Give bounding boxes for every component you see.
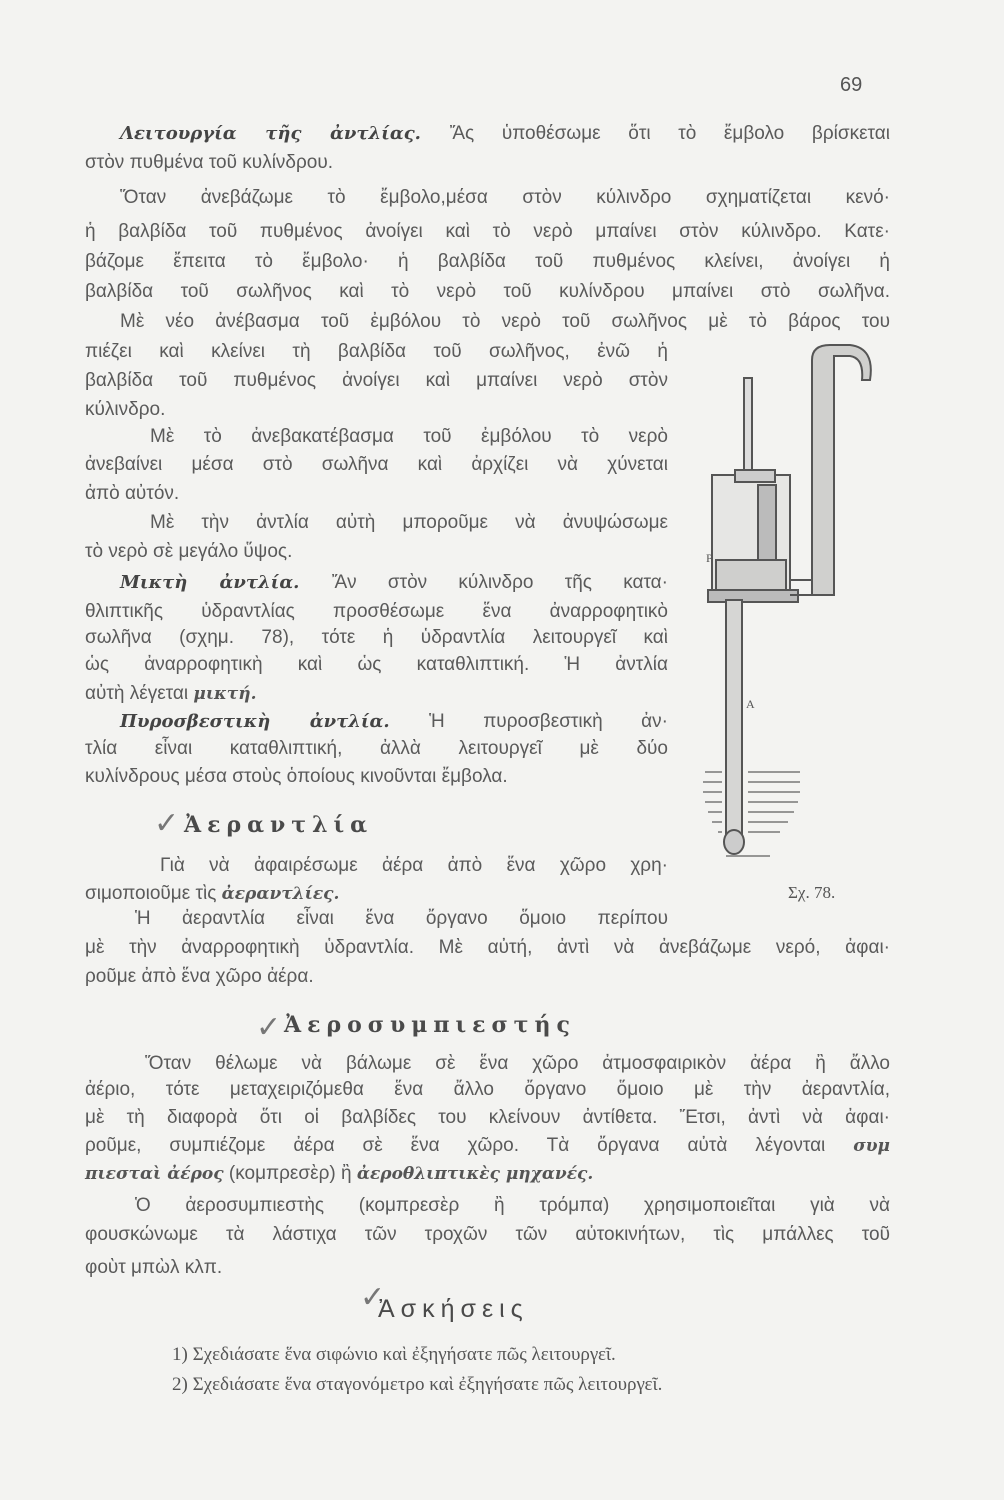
emphasized-term: συμ bbox=[853, 1136, 890, 1156]
water-reservoir bbox=[703, 772, 800, 856]
check-mark-icon: ✓ bbox=[360, 1280, 386, 1315]
text-run: Ἄς ὑποθέσωμε ὅτι τὸ ἔμβολο βρίσκεται bbox=[449, 123, 890, 144]
exercise-2: 2) Σχεδιάσατε ἕνα σταγονόμετρο καὶ ἐξηγήσατε πῶς λειτουργεῖ. bbox=[172, 1374, 663, 1395]
text-run: τὸ νερὸ σὲ μεγάλο ὕψος. bbox=[85, 541, 293, 562]
text-run: Μὲ τὴν ἀντλία αὐτὴ μποροῦμε νὰ ἀνυψώσωμε bbox=[150, 512, 668, 533]
text-run: ὡς ἀναρροφητικὴ καὶ ὡς καταθλιπτική. Ἡ ἀντλία bbox=[85, 654, 668, 675]
text-run: (κομπρεσὲρ) ἢ bbox=[223, 1163, 357, 1184]
suction-pipe bbox=[726, 600, 742, 840]
text-run: κυλίνδρους μέσα στοὺς ὁποίους κινοῦνται ἔμβολα. bbox=[85, 766, 508, 787]
text-run: μὲ τὴ διαφορὰ ὅτι οἱ βαλβίδες του κλείνουν ἀντίθετα. Ἔτσι, ἀντὶ νὰ ἀφαι· bbox=[85, 1107, 890, 1128]
text-run: αὐτὴ λέγεται bbox=[85, 683, 194, 704]
text-run: Ὅταν ἀνεβάζωμε τὸ ἔμβολο,μέσα στὸν κύλινδρο σχηματίζεται κενό· bbox=[120, 187, 890, 208]
check-mark-icon: ✓ bbox=[154, 806, 180, 841]
text-run: σωλῆνα (σχημ. 78), τότε ἡ ὑδραντλία λειτουργεῖ καὶ bbox=[85, 627, 668, 648]
label-a: A bbox=[746, 697, 755, 711]
discharge-pipe bbox=[812, 345, 871, 595]
run-in-heading: Λειτουργία τῆς ἀντλίας. bbox=[120, 123, 450, 144]
text-run: Ἡ ἀεραντλία εἶναι ἕνα ὄργανο ὅμοιο περίπου bbox=[135, 908, 668, 929]
page-number: 69 bbox=[840, 74, 863, 96]
heading-aerantlia: Ἀεραντλία bbox=[184, 812, 374, 838]
text-run: ἡ βαλβίδα τοῦ πυθμένος ἀνοίγει καὶ τὸ νερὸ μπαίνει στὸν κύλινδρο. Κατε· bbox=[85, 221, 890, 242]
emphasized-term: ἀεροθλιπτικὲς μηχανές. bbox=[356, 1164, 594, 1184]
run-in-heading: Πυροσβεστικὴ ἀντλία. bbox=[120, 711, 430, 732]
text-run: βάζομε ἔπειτα τὸ ἔμβολο· ἡ βαλβίδα τοῦ πυθμένος κλείνει, ἀνοίγει ἡ bbox=[85, 251, 890, 272]
text-run: βαλβίδα τοῦ σωλῆνος καὶ τὸ νερὸ τοῦ κυλίνδρου μπαίνει στὸ σωλῆνα. bbox=[85, 281, 890, 302]
text-run: Ὅταν θέλωμε νὰ βάλωμε σὲ ἕνα χῶρο ἀτμοσφαιρικὸν ἀέρα ἢ ἄλλο bbox=[145, 1053, 890, 1074]
text-run: σιμοποιοῦμε τὶς bbox=[85, 883, 222, 904]
figure-caption: Σχ. 78. bbox=[788, 883, 836, 902]
text-run: Μὲ νέο ἀνέβασμα τοῦ ἐμβόλου τὸ νερὸ τοῦ σωλῆνος μὲ τὸ βάρος του bbox=[120, 311, 890, 332]
exercise-1: 1) Σχεδιάσατε ἕνα σιφώνιο καὶ ἐξηγήσατε πῶς λειτουργεῖ. bbox=[172, 1344, 616, 1365]
text-run: μὲ τὴν ἀναρροφητικὴ ὑδραντλία. Μὲ αὐτή, ἀντὶ νὰ ἀνεβάζωμε νερό, ἀφαι· bbox=[85, 937, 890, 958]
text-run: βαλβίδα τοῦ πυθμένος ἀνοίγει καὶ μπαίνει νερὸ στὸν bbox=[85, 370, 668, 391]
text-run: ἀέριο, τότε μεταχειριζόμεθα ἕνα ἄλλο ὄργανο ὅμοιο μὲ τὴν ἀεραντλία, bbox=[85, 1079, 890, 1100]
text-run: πιέζει καὶ κλείνει τὴ βαλβίδα τοῦ σωλῆνος, ἐνῶ ἡ bbox=[85, 341, 668, 362]
emphasized-term: πιεσταὶ ἀέρος bbox=[85, 1164, 224, 1184]
run-in-heading: Μικτὴ ἀντλία. bbox=[120, 572, 332, 593]
text-run: ροῦμε, συμπιέζομε ἀέρα σὲ ἕνα χῶρο. Τὰ ὄργανα αὐτὰ λέγονται bbox=[85, 1135, 854, 1156]
text-run: τλία εἶναι καταθλιπτική, ἀλλὰ λειτουργεῖ μὲ δύο bbox=[85, 738, 668, 759]
text-run: φοὺτ μπὼλ κλπ. bbox=[85, 1257, 223, 1278]
text-run: Ἡ πυροσβεστικὴ ἀν· bbox=[429, 711, 668, 732]
text-run: ἀνεβαίνει μέσα στὸ σωλῆνα καὶ ἀρχίζει νὰ χύνεται bbox=[85, 454, 668, 475]
label-p: P bbox=[706, 551, 713, 565]
text-run: Γιὰ νὰ ἀφαιρέσωμε ἀέρα ἀπὸ ἕνα χῶρο χρη· bbox=[160, 855, 668, 876]
emphasized-term: μικτή. bbox=[193, 684, 257, 704]
text-run: φουσκώνωμε τὰ λάστιχα τῶν τροχῶν τῶν αὐτοκινήτων, τὶς μπάλλες τοῦ bbox=[85, 1224, 890, 1245]
check-mark-icon: ✓ bbox=[256, 1010, 282, 1045]
heading-aerosympiestis: Ἀεροσυμπιεστής bbox=[284, 1012, 576, 1038]
piston bbox=[716, 560, 786, 592]
text-run: ροῦμε ἀπὸ ἕνα χῶρο ἀέρα. bbox=[85, 966, 314, 987]
text-run: ἀπὸ αὐτόν. bbox=[85, 483, 180, 504]
text-run: στὸν πυθμένα τοῦ κυλίνδρου. bbox=[85, 152, 334, 173]
text-run: Μὲ τὸ ἀνεβακατέβασμα τοῦ ἐμβόλου τὸ νερὸ bbox=[150, 426, 668, 447]
text-run: Ὁ ἀεροσυμπιεστὴς (κομπρεσὲρ ἢ τρόμπα) χρησιμοποιεῖται γιὰ νὰ bbox=[135, 1195, 890, 1216]
text-run: κύλινδρο. bbox=[85, 399, 166, 420]
text-run: Ἄν στὸν κύλινδρο τῆς κατα· bbox=[331, 572, 668, 593]
heading-askiseis: Ἀσκήσεις bbox=[378, 1295, 529, 1323]
emphasized-term: ἀεραντλίες. bbox=[221, 884, 340, 904]
text-run: θλιπτικῆς ὑδραντλίας προσθέσωμε ἕνα ἀναρροφητικὸ bbox=[85, 601, 668, 622]
